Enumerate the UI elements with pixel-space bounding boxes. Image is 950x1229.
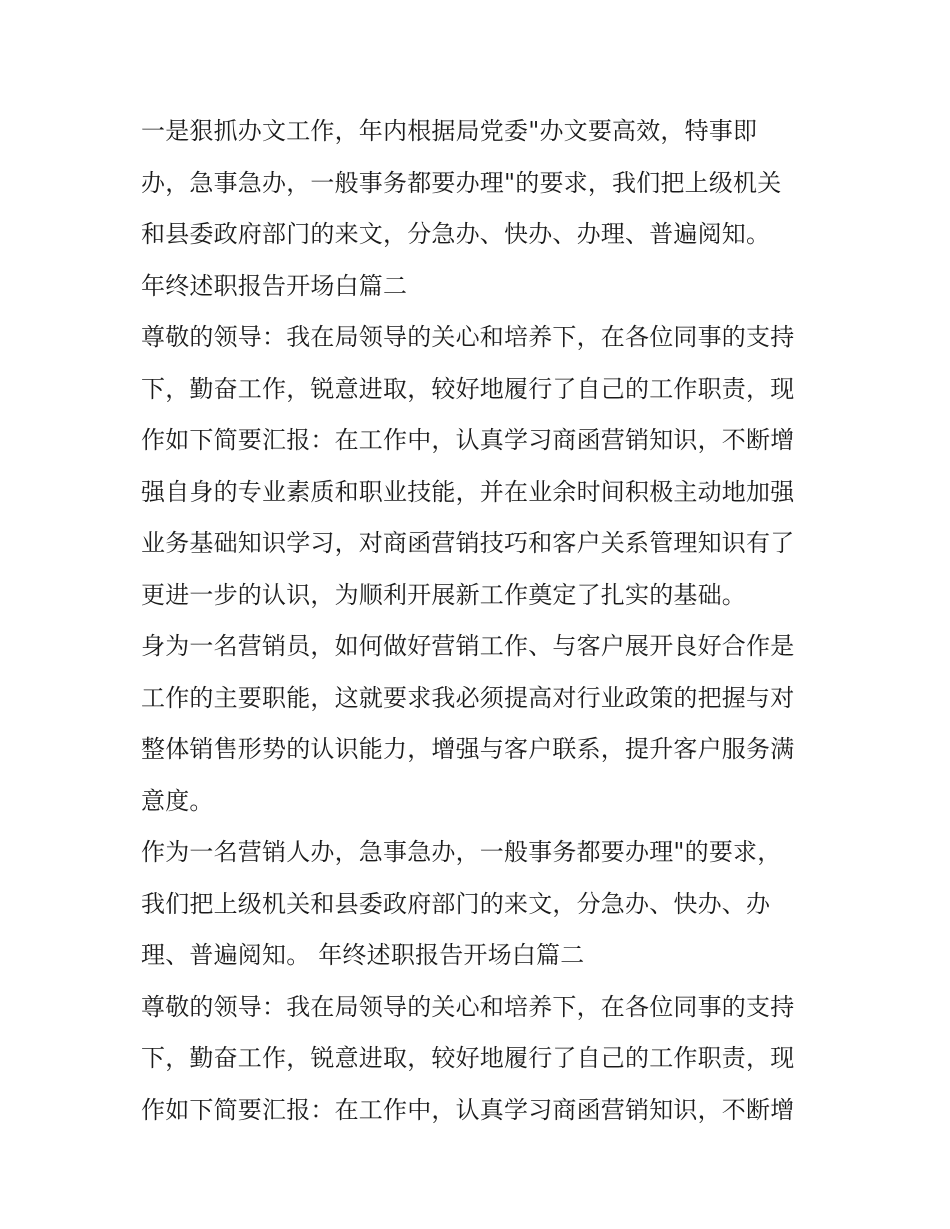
text-line: 尊敬的领导：我在局领导的关心和培养下，在各位同事的支持 bbox=[141, 992, 795, 1021]
text-line: 强自身的专业素质和职业技能，并在业余时间积极主动地加强 bbox=[141, 477, 795, 506]
text-line: 理、普遍阅知。 年终述职报告开场白篇二 bbox=[141, 941, 585, 969]
text-line: 工作的主要职能，这就要求我必须提高对行业政策的把握与对 bbox=[141, 683, 795, 712]
text-line: 作如下简要汇报：在工作中，认真学习商函营销知识，不断增 bbox=[141, 426, 795, 454]
text-line: 业务基础知识学习，对商函营销技巧和客户关系管理知识有了 bbox=[141, 529, 795, 557]
text-line: 整体销售形势的认识能力，增强与客户联系，提升客户服务满 bbox=[141, 735, 795, 763]
text-line: 我们把上级机关和县委政府部门的来文，分急办、快办、办 bbox=[141, 889, 771, 918]
text-line: 更进一步的认识，为顺利开展新工作奠定了扎实的基础。 bbox=[141, 580, 746, 609]
text-line: 办，急事急办，一般事务都要办理"的要求，我们把上级机关 bbox=[141, 168, 782, 197]
text-line: 作为一名营销人办，急事急办，一般事务都要办理"的要求， bbox=[141, 838, 782, 866]
text-line: 下，勤奋工作，锐意进取，较好地履行了自己的工作职责，现 bbox=[141, 374, 795, 403]
document-body bbox=[141, 106, 831, 1136]
text-line: 尊敬的领导：我在局领导的关心和培养下，在各位同事的支持 bbox=[141, 323, 795, 351]
text-line: 一是狠抓办文工作，年内根据局党委"办文要高效，特事即 bbox=[141, 117, 758, 145]
section-heading: 年终述职报告开场白篇二 bbox=[141, 271, 408, 300]
text-line: 意度。 bbox=[141, 786, 214, 815]
text-line: 和县委政府部门的来文，分急办、快办、办理、普遍阅知。 bbox=[141, 220, 771, 248]
text-line: 作如下简要汇报：在工作中，认真学习商函营销知识，不断增 bbox=[141, 1095, 795, 1124]
text-line: 身为一名营销员，如何做好营销工作、与客户展开良好合作是 bbox=[141, 632, 795, 660]
text-line: 下，勤奋工作，锐意进取，较好地履行了自己的工作职责，现 bbox=[141, 1044, 795, 1072]
